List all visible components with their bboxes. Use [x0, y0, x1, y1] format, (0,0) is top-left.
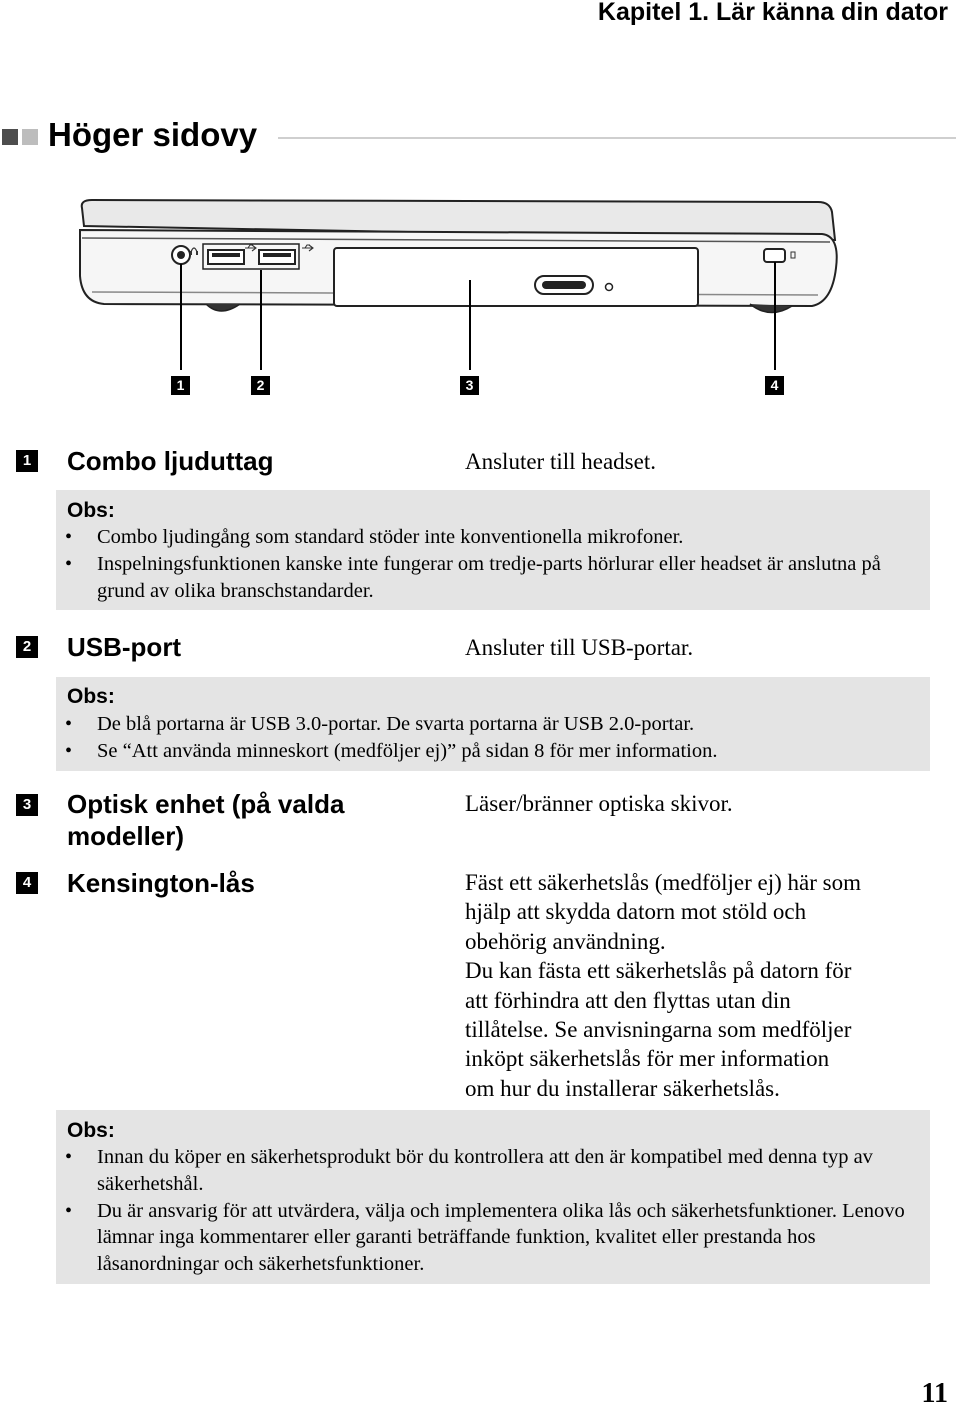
note-list-2 — [56, 711, 906, 765]
callout-3: 3 — [460, 376, 479, 395]
item-term-combo-audio: Combo ljuduttag — [67, 446, 274, 476]
note-box-1 — [56, 490, 930, 610]
note-box-3 — [56, 1110, 930, 1284]
note-title: Obs: — [67, 499, 115, 522]
heading-marker-dark — [2, 129, 18, 145]
item-number-3: 3 — [16, 794, 38, 816]
optical-drive-bay — [334, 248, 698, 306]
desc-line: obehörig användning. — [465, 928, 666, 954]
item-number-2: 2 — [16, 636, 38, 658]
desc-line: Du kan fästa ett säkerhetslås på datorn för — [465, 958, 852, 984]
optical-drive-led — [606, 284, 613, 291]
laptop-right-side-diagram — [70, 196, 840, 406]
note-bullet: • Inspelningsfunktionen kanske inte fungerar om tredje-parts hörlurar eller headset är anslutna på grund av olika branschstandarder. — [56, 551, 906, 605]
item-term-line: Optisk enhet (på valda — [67, 789, 345, 819]
desc-line: Fäst ett säkerhetslås (medföljer ej) här som — [465, 870, 861, 895]
item-desc-kensington — [465, 868, 861, 1103]
item-term-optical-drive — [67, 788, 344, 852]
item-term-kensington: Kensington-lås — [67, 868, 255, 898]
note-list-1 — [56, 524, 906, 604]
note-title: Obs: — [67, 1119, 115, 1142]
item-number-4: 4 — [16, 872, 38, 894]
desc-line: om hur du installerar säkerhetslås. — [465, 1075, 780, 1101]
item-desc-usb-port: Ansluter till USB-portar. — [465, 635, 694, 660]
item-term-line: modeller) — [67, 821, 185, 851]
section-rule — [278, 137, 956, 139]
note-bullet: • Se “Att använda minneskort (medföljer ej)” på sidan 8 för mer information. — [56, 738, 906, 765]
note-bullet: • Innan du köper en säkerhetsprodukt bör du kontrollera att den är kompatibel med denna typ av säkerhetshål. — [56, 1144, 906, 1198]
desc-line: inköpt säkerhetslås för mer information — [465, 1046, 830, 1072]
desc-line: tillåtelse. Se anvisningarna som medföljer — [465, 1017, 852, 1043]
desc-line: att förhindra att den flyttas utan din — [465, 987, 791, 1013]
callout-4: 4 — [765, 376, 784, 395]
kensington-lock-slot — [764, 249, 785, 262]
section-title: Höger sidovy — [48, 116, 258, 153]
page-number: 11 — [921, 1378, 948, 1409]
chapter-heading: Kapitel 1. Lär känna din dator — [597, 0, 948, 26]
heading-marker-light — [22, 129, 38, 145]
note-box-2 — [56, 677, 930, 771]
callout-2: 2 — [251, 376, 270, 395]
note-title: Obs: — [67, 685, 115, 708]
note-bullet: • De blå portarna är USB 3.0-portar. De svarta portarna är USB 2.0-portar. — [56, 711, 906, 738]
item-term-usb-port: USB-port — [67, 632, 182, 662]
foot-left — [206, 304, 240, 311]
note-list-3 — [56, 1144, 906, 1278]
note-bullet: • Du är ansvarig för att utvärdera, välja och implementera olika lås och säkerhetsfunktioner. Lenovo lämnar inga kommentarer eller garanti beträffande funktion, kvalitet eller prestanda hos låsanordningar och säkerhetsfunktioner. — [56, 1198, 906, 1278]
item-desc-combo-audio: Ansluter till headset. — [465, 449, 656, 474]
callout-1: 1 — [171, 376, 190, 395]
section-heading — [0, 116, 960, 160]
note-bullet: • Combo ljudingång som standard stöder inte konventionella mikrofoner. — [56, 524, 906, 551]
item-number-1: 1 — [16, 450, 38, 472]
desc-line: hjälp att skydda datorn mot stöld och — [465, 899, 807, 925]
item-desc-optical-drive: Läser/bränner optiska skivor. — [465, 791, 733, 816]
